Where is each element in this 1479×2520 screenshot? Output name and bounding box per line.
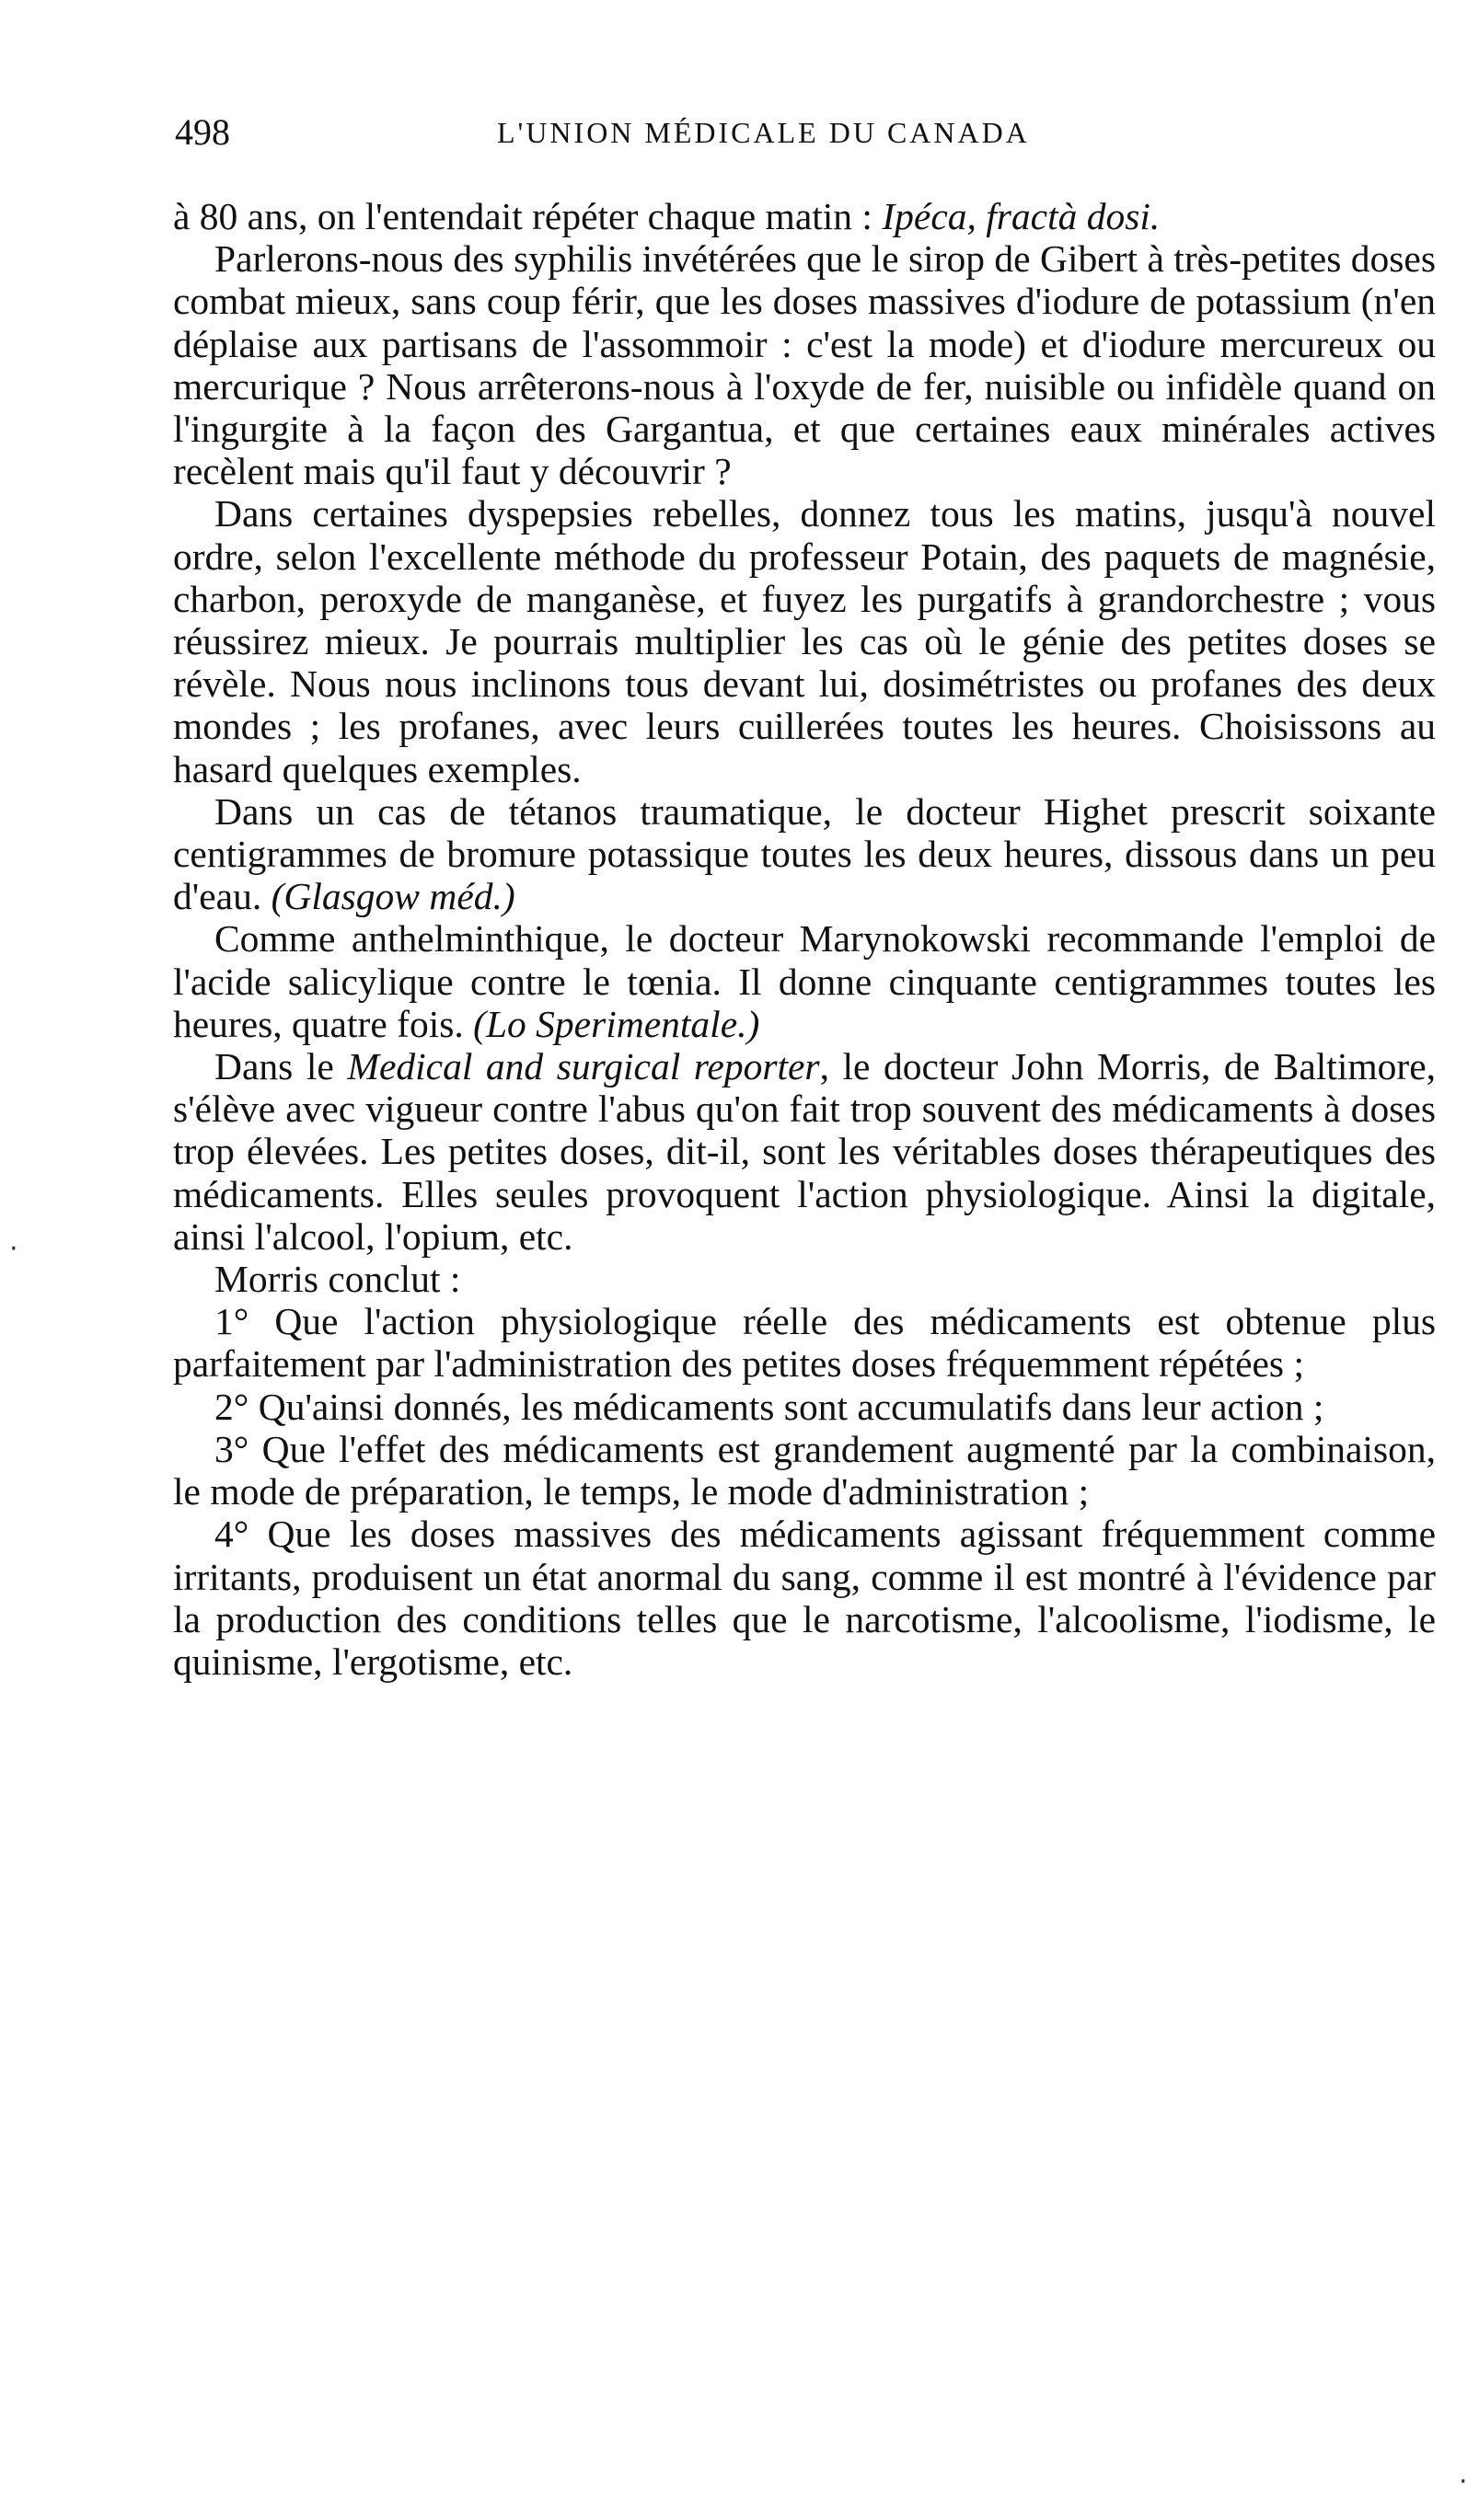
list-item-2-text: 2° Qu'ainsi donnés, les médicaments sont accumulatifs dans leur action ; — [214, 1385, 1324, 1428]
paragraph-7 — [173, 1258, 1436, 1300]
paragraph-5-text: Comme anthelminthique, le docteur Marynokowski recommande l'emploi de l'acide salicylique contre le tœnia. Il donne cinquante centigrammes toutes les heures, quatre fois. — [173, 917, 1436, 1045]
running-title: L'UNION MÉDICALE DU CANADA — [497, 116, 1030, 149]
paragraph-3-text: Dans certaines dyspepsies rebelles, donnez tous les matins, jusqu'à nouvel ordre, selon l'excellente méthode du professeur Potain, des paquets de magnésie, charbon, peroxyde de manganèse, et fuyez les purgatifs à grandorchestre ; vous réussirez mieux. Je pourrais multiplier les cas où le génie des petites doses se révèle. Nous nous inclinons tous devant lui, dosimétristes ou profanes des deux mondes ; les profanes, avec leurs cuillerées toutes les heures. Choisissons au hasard quelques exemples. — [173, 492, 1436, 790]
paragraph-1-italic: Ipéca, fractà dosi. — [882, 195, 1161, 237]
paragraph-1 — [173, 195, 1436, 237]
list-item-2 — [173, 1386, 1436, 1428]
paragraph-4-italic: (Glasgow méd.) — [271, 875, 515, 918]
list-item-1 — [173, 1300, 1436, 1385]
list-item-4 — [173, 1513, 1436, 1683]
margin-speck-mark: · — [9, 1233, 18, 1265]
paragraph-6-text-before: Dans le — [214, 1045, 348, 1088]
paragraph-6-italic: Medical and surgical reporter — [347, 1045, 820, 1088]
paragraph-5 — [173, 917, 1436, 1045]
paragraph-7-text: Morris conclut : — [214, 1258, 461, 1301]
paragraph-4-text: Dans un cas de tétanos traumatique, le docteur Highet prescrit soixante centigrammes de bromure potassique toutes les deux heures, dissous dans un peu d'eau. — [173, 789, 1436, 918]
list-item-3-text: 3° Que l'effet des médicaments est grandement augmenté par la combinaison, le mode de préparation, le temps, le mode d'administration ; — [173, 1427, 1436, 1513]
page-number: 498 — [175, 111, 230, 153]
corner-speck-mark: · — [1459, 2466, 1468, 2498]
list-item-4-text: 4° Que les doses massives des médicaments agissant fréquemment comme irritants, produisent un état anormal du sang, comme il est montré à l'évidence par la production des conditions telles que le narcotisme, l'alcoolisme, l'iodisme, le quinisme, l'ergotisme, etc. — [173, 1513, 1436, 1683]
paragraph-4 — [173, 790, 1436, 918]
list-item-3 — [173, 1428, 1436, 1513]
paragraph-2 — [173, 237, 1436, 492]
paragraph-6-text: , le docteur John Morris, de Baltimore, s'élève avec vigueur contre l'abus qu'on fait trop souvent des médicaments à doses trop élevées. Les petites doses, dit-il, sont les véritables doses thérapeutiques des médicaments. Elles seules provoquent l'action physiologique. Ainsi la digitale, ainsi l'alcool, l'opium, etc. — [173, 1045, 1436, 1258]
page-header — [175, 110, 1436, 166]
list-item-1-text: 1° Que l'action physiologique réelle des médicaments est obtenue plus parfaitement par l'administration des petites doses fréquemment répétées ; — [173, 1300, 1436, 1386]
paragraph-1-text: à 80 ans, on l'entendait répéter chaque matin : — [173, 195, 883, 237]
paragraph-6 — [173, 1045, 1436, 1258]
paragraph-5-italic: (Lo Sperimentale.) — [473, 1002, 760, 1045]
text-body — [173, 195, 1436, 1683]
paragraph-3 — [173, 492, 1436, 789]
paragraph-2-text: Parlerons-nous des syphilis invétérées que le sirop de Gibert à très-petites doses combat mieux, sans coup férir, que les doses massives d'iodure de potassium (n'en déplaise aux partisans de l'assommoir : c'est la mode) et d'iodure mercureux ou mercurique ? Nous arrêterons-nous à l'oxyde de fer, nuisible ou infidèle quand on l'ingurgite à la façon des Gargantua, et que certaines eaux minérales actives recèlent mais qu'il faut y découvrir ? — [173, 237, 1436, 493]
